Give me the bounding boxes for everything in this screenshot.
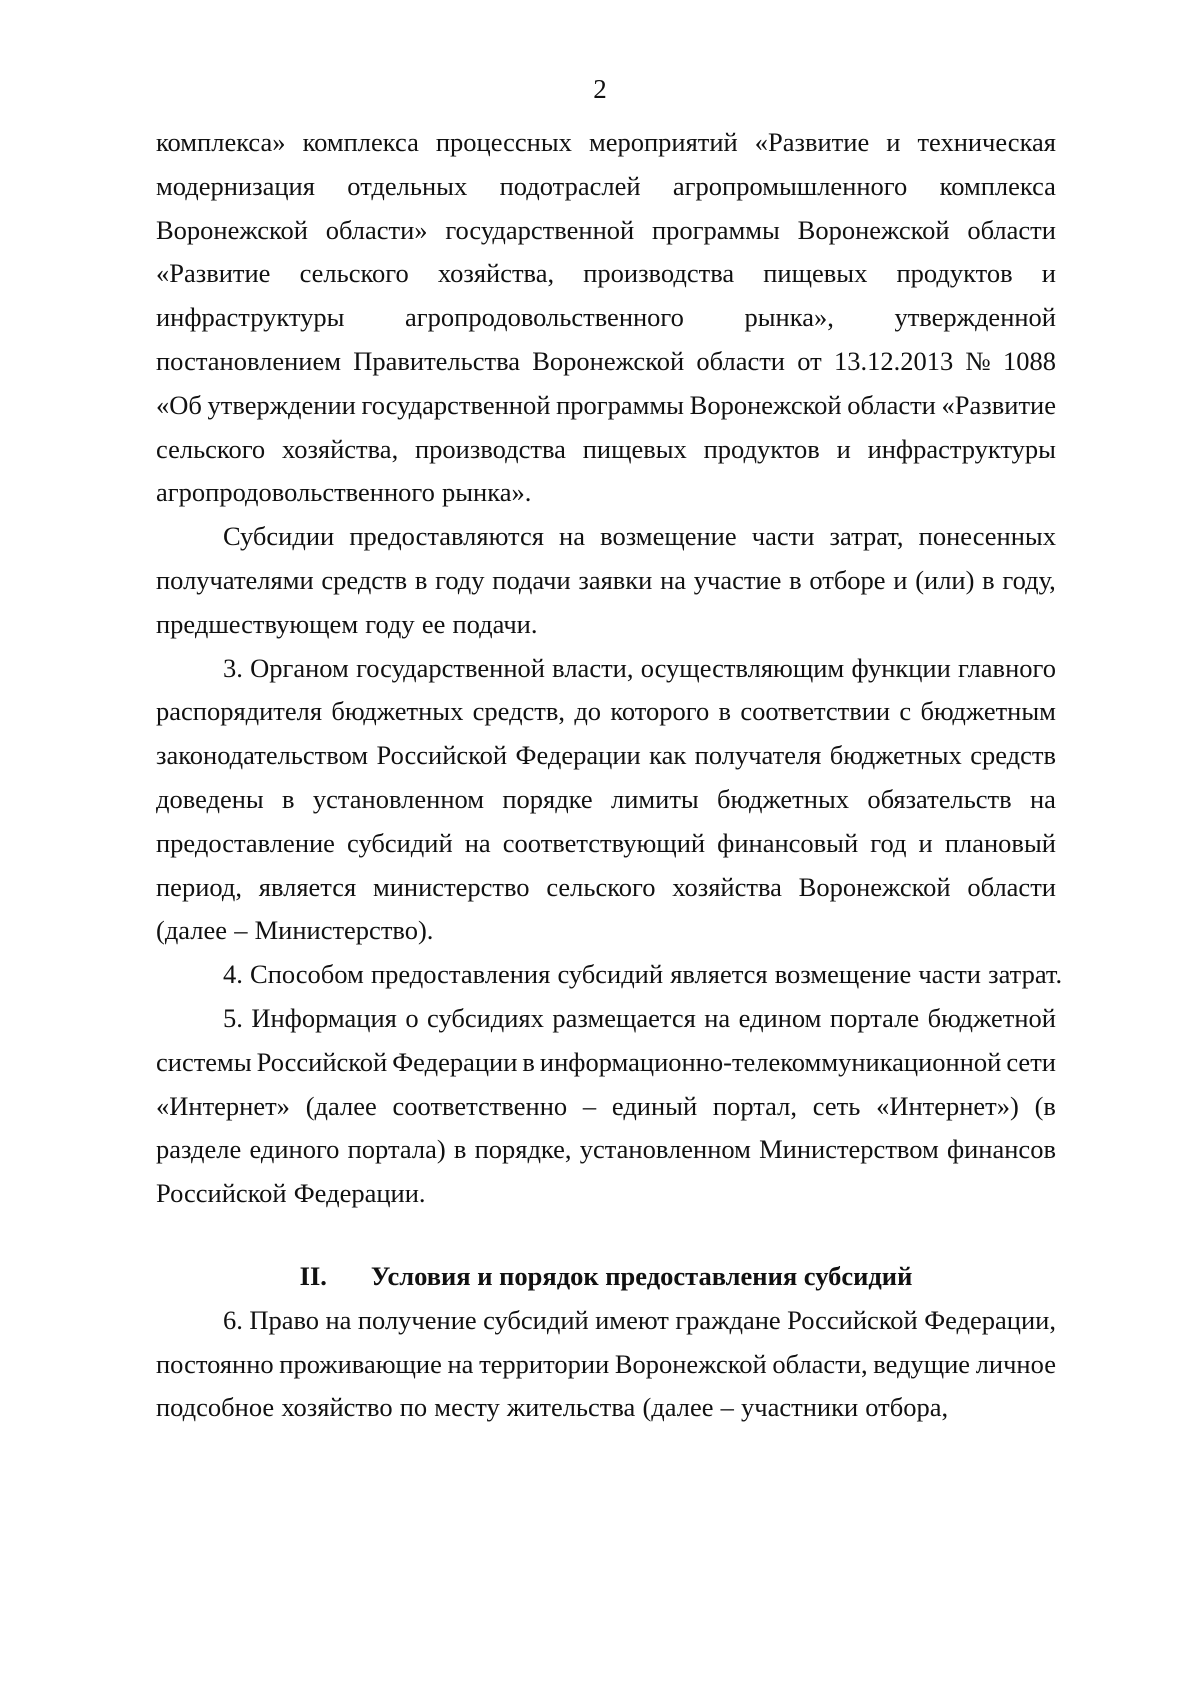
text-line: инфраструктуры агропродовольственного рынка», утвержденной (156, 302, 1056, 333)
document-body (156, 121, 1063, 1430)
section-gap (156, 1216, 1056, 1255)
text-line: агропродовольственного рынка». (156, 477, 532, 508)
text-line: сельского хозяйства, производства пищевых продуктов и инфраструктуры (156, 433, 1056, 464)
text-line: системы Российской Федерации в информационно-телекоммуникационной сети (156, 1046, 1056, 1077)
text-line: законодательством Российской Федерации как получателя бюджетных средств (156, 740, 1056, 771)
section-number: II. (299, 1260, 327, 1291)
section-title: Условия и порядок предоставления субсидий (370, 1260, 913, 1291)
text-line: комплекса» комплекса процессных мероприятий «Развитие и техническая (156, 127, 1056, 157)
text-line: 3. Органом государственной власти, осуществляющим функции главного (223, 652, 1056, 683)
text-line: 5. Информация о субсидиях размещается на едином портале бюджетной (223, 1002, 1056, 1033)
text-line: постановлением Правительства Воронежской области от 13.12.2013 № 1088 (156, 345, 1056, 376)
text-line: получателями средств в году подачи заявки на участие в отборе и (или) в году, (156, 564, 1056, 595)
text-line: распорядителя бюджетных средств, до которого в соответствии с бюджетным (156, 696, 1056, 727)
text-line: подсобное хозяйство по месту жительства (далее – участники отбора, (156, 1392, 949, 1423)
text-line: период, является министерство сельского хозяйства Воронежской области (156, 871, 1056, 902)
text-line: «Об утверждении государственной программы Воронежской области «Развитие (156, 389, 1056, 420)
text-line: (далее – Министерство). (156, 915, 434, 946)
section-heading (156, 1255, 1056, 1299)
text-line: Российской Федерации. (156, 1178, 426, 1209)
text-line: разделе единого портала) в порядке, установленном Министерством финансов (156, 1134, 1056, 1165)
text-line: постоянно проживающие на территории Воронежской области, ведущие личное (156, 1348, 1056, 1379)
text-line: предоставление субсидий на соответствующий финансовый год и плановый (156, 827, 1056, 858)
text-line: 6. Право на получение субсидий имеют граждане Российской Федерации, (223, 1304, 1056, 1335)
text-line: модернизация отдельных подотраслей агропромышленного комплекса (156, 170, 1056, 201)
text-line: Субсидии предоставляются на возмещение части затрат, понесенных (223, 521, 1056, 552)
page-number: 2 (593, 74, 607, 104)
text-line: предшествующем году ее подачи. (156, 608, 538, 639)
text-line: 4. Способом предоставления субсидий является возмещение части затрат. (223, 959, 1063, 990)
text-line: Воронежской области» государственной программы Воронежской области (156, 214, 1056, 245)
text-line: доведены в установленном порядке лимиты бюджетных обязательств на (156, 783, 1056, 814)
text-line: «Интернет» (далее соответственно – единый портал, сеть «Интернет») (в (156, 1090, 1056, 1121)
text-line: «Развитие сельского хозяйства, производства пищевых продуктов и (156, 258, 1056, 289)
